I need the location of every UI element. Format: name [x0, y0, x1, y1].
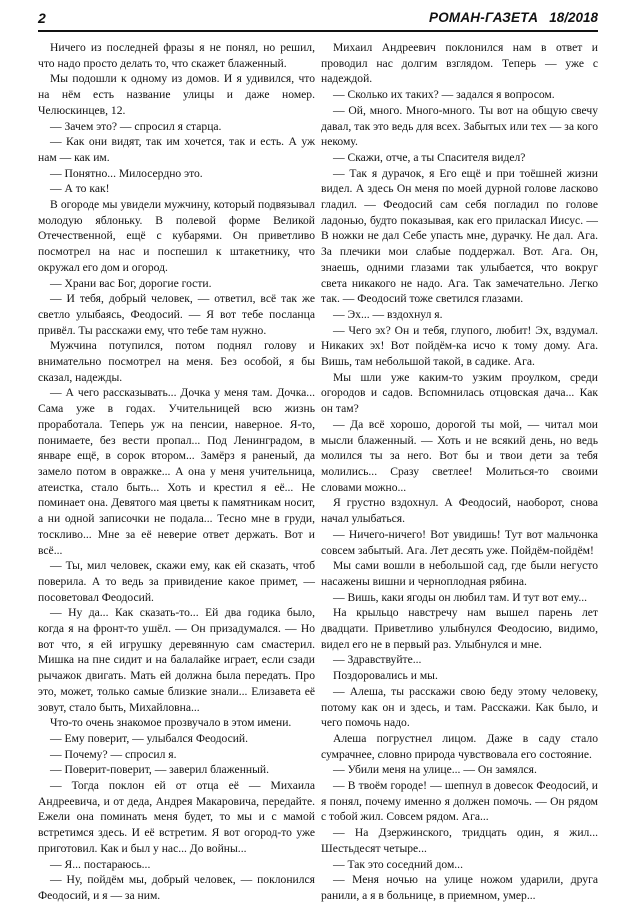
right-column [321, 40, 598, 902]
paragraph: — Понятно... Милосердно это. [50, 166, 203, 180]
paragraph: — Ой, много. Много-много. Ты вот на общую свечу давал, так это ведь для всех. Забытых или тех — за кого некому. [321, 103, 598, 149]
paragraph: На крыльцо навстречу нам вышел парень лет двадцати. Приветливо улыбнулся Феодосию, видимо, видел его не в первый раз. Улыбнулся и мне. [321, 606, 598, 651]
paragraph: — Вишь, каки ягоды он любил там. И тут вот ему... [333, 590, 588, 604]
paragraph: — Поверит-поверит, — заверил блаженный. [50, 763, 269, 777]
paragraph: Мы сами вошли в небольшой сад, где были негусто насажены вишни и черноплодная рябина. [321, 559, 598, 588]
paragraph: Мы шли уже каким-то узким проулком, среди огородов и садов. Вспомнилась отцовская дача... Как он там? [321, 370, 598, 416]
left-column [38, 40, 315, 902]
paragraph: — Да всё хорошо, дорогой ты мой, — читал мои мысли блаженный. — Хоть и не всякий день, но ведь молился ты за него. Вот бы и твои дети за тебя молились... Сразу светлее! Молиться-то своими словами можно... [321, 417, 598, 494]
page-header [38, 8, 598, 30]
paragraph: — Здравствуйте... [333, 653, 422, 667]
paragraph: — Алеша, ты расскажи свою беду этому человеку, потому как он и здесь, и там. Расскажи. Как было, и чего помочь надо. [321, 684, 598, 730]
paragraph: — Меня ночью на улице ножом ударили, друга ранили, а я в больнице, в приемном, умер... [321, 873, 598, 902]
paragraph: Что-то очень знакомое прозвучало в этом имени. [50, 716, 292, 730]
header-rule [38, 30, 598, 32]
paragraph: — В твоём городе! — шепнул в довесок Феодосий, и я понял, почему именно я должен помочь. — Он рядом с тобой жил. Совсем рядом. Ага... [321, 779, 598, 824]
paragraph: — Убили меня на улице... — Он замялся. [333, 763, 537, 777]
paragraph: — На Дзержинского, тридцать один, я жил... Шестьдесят четыре... [321, 826, 598, 855]
paragraph: — А чего рассказывать... Дочка у меня там. Дочка... Сама уже в годах. Учительницей всю жизнь проработала. Теперь уж на пенсии, наверное. Я-то, понимаете, без вести пропал... Под Ленинградом, в январе ещё, в сорок втором... Замёрз я раненый, да замело потом в овражке... А она у меня учительница, атеистка, стало быть... Хоть и крестил я её... Не поминает она. Девятого мая цветы к памятникам носит, а ни одной записочки не подала... Тесно мне в груди, тоскливо... Мне за её неверие ответ держать. Вот и всё... [38, 386, 315, 557]
paragraph: — Храни вас Бог, дорогие гости. [50, 276, 212, 290]
paragraph: — А то как! [50, 182, 110, 196]
paragraph: — Скажи, отче, а ты Спасителя видел? [333, 150, 526, 164]
paragraph: — Почему? — спросил я. [50, 747, 177, 761]
paragraph: Я грустно вздохнул. А Феодосий, наоборот, снова начал улыбаться. [321, 496, 598, 526]
paragraph: В огороде мы увидели мужчину, который подвязывал молодую яблоньку. В полевой форме Великой Отечественной, ещё с кубарями. Он приветливо посмотрел на нас и поспешил к штакетнику, что окружал его дом и огород. [38, 198, 315, 274]
paragraph: — Как они видят, так им хочется, так и есть. А уж нам — как им. [38, 135, 315, 164]
paragraph: — Ему поверит, — улыбался Феодосий. [50, 731, 249, 745]
paragraph: Алеша погрустнел лицом. Даже в саду стало сумрачнее, словно природа чувствовала его состояние. [321, 731, 598, 761]
paragraph: Мы подошли к одному из домов. И я удивился, что на нём есть название улицы и даже номер. Челюскинцев, 12. [38, 72, 315, 117]
page-number: 2 [38, 10, 46, 26]
paragraph: — Чего эх? Он и тебя, глупого, любит! Эх, вздумал. Никаких эх! Вот пойдём-ка исчо к тому дому. Ага. Вишь, там небольшой такой, в садике. Ага. [321, 323, 598, 369]
paragraph: Михаил Андреевич поклонился нам в ответ и проводил нас долгим взглядом. Теперь — уже с надеждой. [321, 41, 598, 86]
paragraph: — Зачем это? — спросил я старца. [50, 119, 222, 133]
paragraph: Поздоровались и мы. [333, 669, 438, 683]
paragraph: — Тогда поклон ей от отца её — Михаила Андреевича, и от деда, Андрея Макаровича, передайте. Ежели она поминать меня будет, то мы и с мамой встретимся здесь. И её встретим. Я вот огород-то уже приготовил. Как и был у нас... До войны... [38, 779, 315, 855]
paragraph: — Ну, пойдём мы, добрый человек, — поклонился Феодосий, и я — за ним. [38, 873, 315, 902]
paragraph: — Сколько их таких? — задался я вопросом. [333, 88, 555, 102]
issue-number: 18/2018 [549, 10, 598, 25]
paragraph: Ничего из последней фразы я не понял, но решил, что надо просто делать то, что скажет блаженный. [38, 41, 315, 70]
paragraph: — И тебя, добрый человек, — ответил, всё так же светло улыбаясь, Феодосий. — Я вот тебе посланца привёл. Ты расскажи ему, что тебе там нужно. [38, 292, 315, 337]
paragraph: — Я... постараюсь... [50, 857, 151, 871]
paragraph: — Ничего-ничего! Вот увидишь! Тут вот мальчонка совсем забытый. Ага. Лет десять уже. Пойдём-пойдём! [321, 527, 598, 557]
paragraph: Мужчина потупился, потом поднял голову и внимательно посмотрел на меня. Без особой, я бы сказал, надежды. [38, 339, 315, 384]
paragraph: — Ты, мил человек, скажи ему, как ей сказать, чтоб поверила. А то ведь за привидение какое примет, — посоветовал Феодосий. [38, 559, 315, 604]
paragraph: — Ну да... Как сказать-то... Ей два годика было, когда я на фронт-то ушёл. — Он призадумался. — Но вот что, я ей игрушку деревянную сам смастерил. Мишка на пне сидит и на балалайке играет, если сзади рычажок двигать. Мать ей должна была передать. Про это, может, только самые близкие знали... Елизавета её зовут, стало быть, Михайловна... [38, 606, 315, 714]
paragraph: — Эх... — вздохнул я. [333, 307, 443, 321]
publication-title: РОМАН-ГАЗЕТА [429, 10, 539, 25]
paragraph: — Так это соседний дом... [333, 857, 463, 871]
paragraph: — Так я дурачок, я Его ещё и при тоёшней жизни видел. А здесь Он меня по моей дурной голове ласково гладил. — Феодосий сам себя погладил по голове ладонью, будто показывая, как его приласкал Иисус. — В ножки не дал Себе упасть мне, дурачку. Не дал. Ага. За плечики мои слабые поддержал. Вот. Ага. Он, знаешь, одними глазами так улыбается, что вокруг света никакого не надо. Ага. Так замечательно. Легко так. — Феодосий тоже светился глазами. [321, 166, 598, 306]
